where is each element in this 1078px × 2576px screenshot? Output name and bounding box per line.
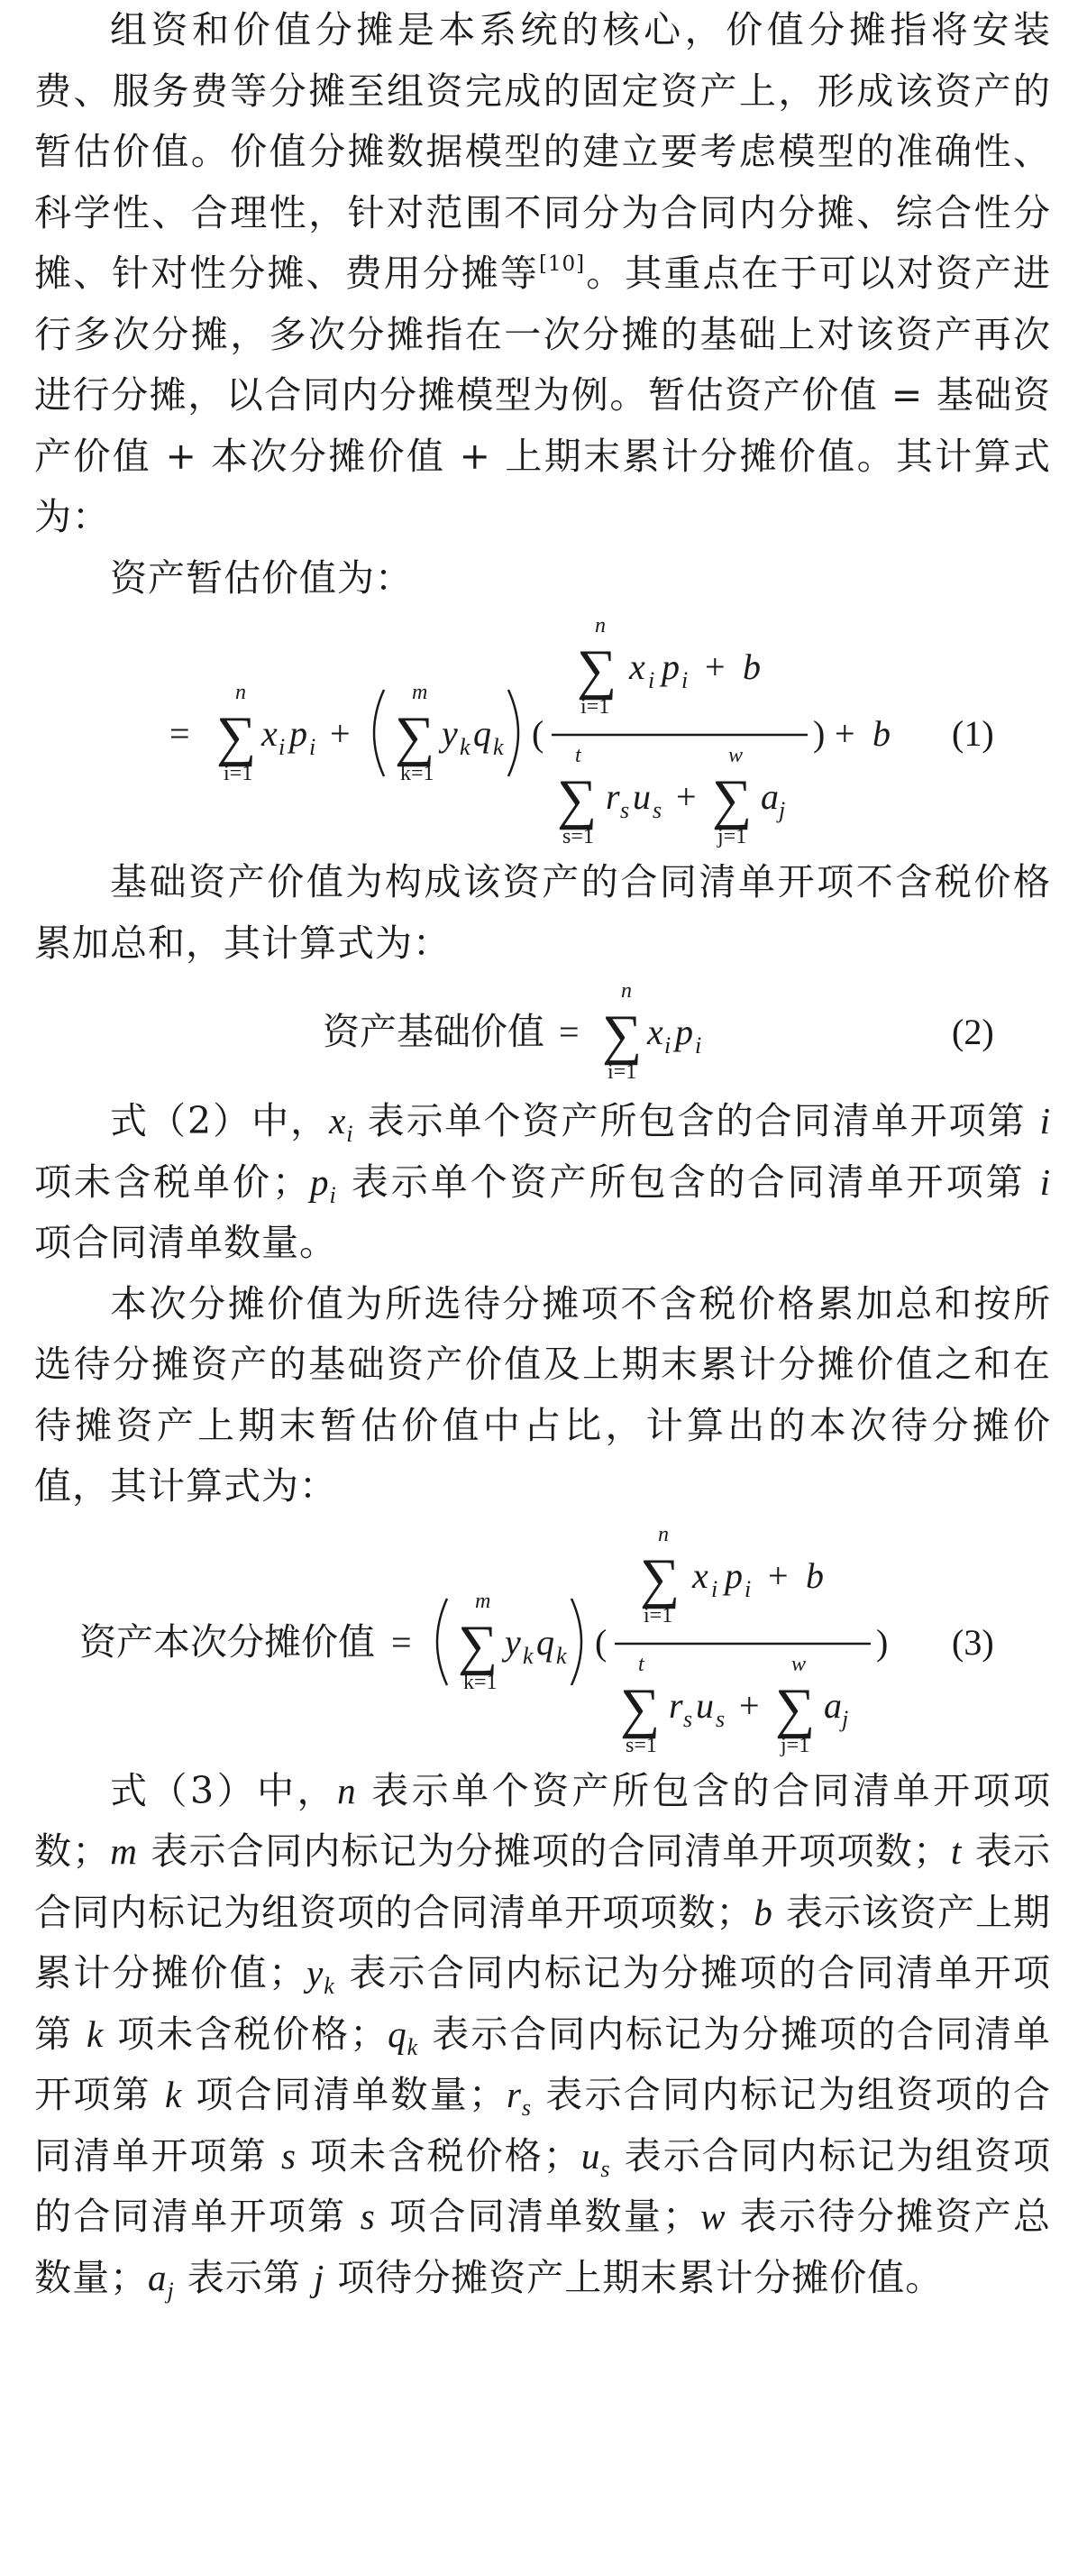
eq1-x-sub: i	[279, 734, 286, 760]
eq2-lower: i=1	[608, 1060, 637, 1084]
eq1-den1-lower: s=1	[562, 825, 594, 848]
eq1-q-sub: k	[493, 734, 504, 760]
p6-var-j: j	[313, 2256, 325, 2298]
p4-var-x: x	[329, 1100, 347, 1141]
p6-var-q: q	[388, 2012, 407, 2055]
eq3-q-sub: k	[556, 1642, 567, 1669]
paragraph-current-allocation: 本次分摊价值为所选待分摊项不含税价格累加总和按所选待分摊资产的基础资产价值及上期末累计分摊价值之和在待摊资产上期末暂估价值中占比，计算出的本次待分摊价值，其计算式为：	[34, 1281, 1051, 1508]
eq3-den-u-sub: s	[716, 1705, 726, 1732]
eq1-den-sigma-2: ∑	[712, 769, 753, 830]
eq1-left-paren-big	[374, 690, 384, 776]
eq1-plus-1: +	[330, 713, 351, 754]
p6-var-r-sub: s	[521, 2095, 533, 2121]
paragraph-intro-text-end: 。其重点在于可以对资产进行多次分摊，多次分摊指在一次分摊的基础上对该资产再次进行分摊，以合同内分摊模型为例。暂估资产价值 = 基础资产价值 + 本次分摊价值 + 上期末累计分摊价值。其计算式为：	[34, 252, 1052, 538]
p4-e: 项合同清单数量。	[34, 1221, 337, 1264]
eq1-den-u: u	[633, 776, 651, 817]
p6-p: 项待分摊资产上期末累计分摊价值。	[324, 2255, 944, 2299]
eq1-den-r-sub: s	[620, 797, 630, 823]
p6-f: 表示合同内标记为分摊项的合同清单开项第	[34, 1951, 1052, 2056]
p6-l: 表示合同内标记为组资项的合同清单开项第	[34, 2133, 1051, 2238]
eq1-x: x	[261, 713, 278, 754]
eq3-left-paren-big	[437, 1599, 447, 1685]
paragraph-intro-text: 组资和价值分摊是本系统的核心，价值分摊指将安装费、服务费等分摊至组资完成的固定资产上，形成该资产的暂估价值。价值分摊数据模型的建立要考虑模型的准确性、科学性、合理性，针对范围不同分为合同内分摊、综合性分摊、针对性分摊、费用分摊等	[34, 8, 1051, 295]
eq2-x: x	[647, 1012, 663, 1052]
eq3-open-paren: (	[595, 1621, 608, 1663]
eq2-p: p	[675, 1012, 693, 1052]
eq3-equals: =	[391, 1621, 412, 1663]
eq1-plus-2: +	[835, 713, 855, 754]
eq2-sigma: ∑	[602, 1004, 643, 1066]
eq1-sum1-lower: i=1	[224, 762, 253, 785]
eq3-num-sigma: ∑	[640, 1547, 681, 1609]
p6-var-n: n	[337, 1769, 357, 1811]
p4-var-x-sub: i	[346, 1121, 354, 1147]
eq1-num-plus: +	[705, 646, 726, 687]
equation-1	[34, 609, 1051, 852]
eq1-sum1-upper: n	[235, 681, 246, 704]
p4-d: 表示单个资产所包含的合同清单开项第	[336, 1160, 1040, 1204]
p6-var-r: r	[506, 2074, 522, 2115]
eq1-num-lower: i=1	[580, 695, 610, 719]
paragraph-base-value: 基础资产价值为构成该资产的合同清单开项不含税价格累加总和，其计算式为：	[34, 860, 1051, 965]
eq2-number: (2)	[952, 1012, 994, 1052]
eq3-right-paren-big	[571, 1599, 581, 1685]
eq3-sigma: ∑	[458, 1614, 498, 1676]
p4-a: 式（2）中，	[110, 1099, 330, 1142]
paragraph-eq2-explanation	[34, 1091, 1051, 1274]
p6-var-t: t	[950, 1830, 963, 1872]
eq3-den2-upper: w	[791, 1652, 807, 1676]
p6-var-y: y	[306, 1952, 324, 1994]
eq1-num-sigma: ∑	[577, 639, 617, 701]
p6-k: 项未含税价格；	[296, 2133, 581, 2177]
eq3-num-upper: n	[658, 1522, 669, 1546]
eq3-den-a: a	[824, 1684, 842, 1726]
eq1-sigma-2: ∑	[395, 706, 435, 767]
eq1-den-a: a	[761, 776, 779, 817]
eq3-sum-upper: m	[475, 1589, 491, 1613]
p6-e: 表示该资产上期累计分摊价值；	[34, 1890, 1051, 1994]
eq3-den-u: u	[696, 1684, 714, 1726]
p4-var-i: i	[1039, 1100, 1051, 1141]
p6-var-k-2: k	[164, 2074, 183, 2115]
eq3-y: y	[505, 1621, 521, 1663]
p6-o: 表示第	[174, 2255, 314, 2299]
eq1-sum2-lower: k=1	[400, 762, 434, 785]
p6-a: 式（3）中，	[110, 1768, 338, 1812]
p6-b: 表示单个资产所包含的合同清单开项项数；	[34, 1768, 1052, 1873]
eq3-num-p: p	[725, 1554, 743, 1596]
eq3-den-sigma-1: ∑	[620, 1677, 661, 1739]
p6-n: 表示待分摊资产总数量；	[34, 2195, 1051, 2299]
p4-b: 表示单个资产所包含的合同清单开项第	[353, 1099, 1040, 1142]
eq3-den-plus: +	[739, 1684, 760, 1726]
eq2-equals: =	[559, 1012, 580, 1052]
eq3-den-a-sub: j	[842, 1705, 849, 1732]
eq1-sum2-upper: m	[412, 681, 428, 704]
eq3-den-sigma-2: ∑	[775, 1677, 816, 1739]
eq1-num-p-sub: i	[681, 667, 689, 693]
eq3-num-x: x	[692, 1554, 708, 1596]
p6-c: 表示合同内标记为分摊项的合同清单开项项数；	[137, 1829, 951, 1873]
eq1-num-b: b	[743, 646, 761, 687]
eq1-p: p	[289, 713, 307, 754]
eq1-den-plus: +	[676, 776, 697, 817]
eq1-sigma-1: ∑	[216, 706, 257, 767]
p6-m: 项合同清单数量；	[375, 2195, 701, 2238]
p6-var-u-sub: s	[600, 2155, 611, 2182]
p6-var-s-2: s	[360, 2196, 376, 2237]
citation-ref: [10]	[538, 252, 586, 276]
p6-var-w: w	[700, 2196, 726, 2237]
eq3-num-p-sub: i	[745, 1575, 752, 1602]
eq3-number: (3)	[952, 1621, 994, 1663]
eq1-num-x: x	[629, 646, 645, 687]
eq1-num-x-sub: i	[648, 667, 655, 693]
p4-c: 项未含税单价；	[34, 1160, 310, 1204]
paragraph-eq3-explanation	[34, 1761, 1051, 2309]
eq1-right-paren-big	[508, 690, 518, 776]
eq1-open-paren: (	[532, 713, 544, 754]
eq3-den1-lower: s=1	[626, 1733, 657, 1757]
p6-var-m: m	[110, 1830, 138, 1872]
eq1-number: (1)	[952, 713, 994, 754]
eq1-equals: =	[169, 713, 190, 754]
eq3-num-b: b	[806, 1554, 824, 1596]
p6-var-y-sub: k	[324, 1973, 335, 1999]
p6-i: 项合同清单数量；	[182, 2073, 507, 2116]
p6-var-a: a	[148, 2256, 168, 2298]
eq1-num-upper: n	[595, 614, 606, 637]
eq1-y: y	[442, 713, 458, 754]
eq3-den-r: r	[669, 1684, 683, 1726]
eq1-den2-upper: w	[728, 744, 744, 767]
eq1-den1-upper: t	[575, 744, 581, 767]
eq1-den-u-sub: s	[653, 797, 662, 823]
eq1-y-sub: k	[460, 734, 470, 760]
paragraph-estimate-label: 资产暂估价值为：	[110, 555, 413, 600]
equation-2	[34, 974, 1051, 1091]
eq1-den2-lower: j=1	[717, 825, 747, 848]
p6-var-b: b	[754, 1891, 773, 1933]
eq3-num-x-sub: i	[711, 1575, 718, 1602]
eq3-den1-upper: t	[638, 1652, 644, 1676]
p4-var-p: p	[309, 1160, 330, 1203]
p6-var-q-sub: k	[407, 2033, 419, 2060]
p6-var-k: k	[87, 2012, 105, 2055]
eq3-y-sub: k	[523, 1642, 534, 1669]
eq1-q: q	[473, 713, 491, 754]
eq2-upper: n	[621, 979, 632, 1003]
p6-g: 项未含税价格；	[104, 2012, 388, 2056]
eq1-close-paren: )	[813, 713, 826, 754]
eq3-q: q	[536, 1621, 554, 1663]
eq3-den-r-sub: s	[683, 1705, 693, 1732]
eq1-den-r: r	[606, 776, 620, 817]
eq2-p-sub: i	[695, 1032, 702, 1059]
p6-var-s: s	[280, 2134, 297, 2177]
eq1-tail-b: b	[872, 713, 891, 754]
eq1-num-p: p	[662, 646, 680, 687]
p6-var-u: u	[580, 2134, 601, 2177]
p4-var-p-sub: i	[329, 1181, 337, 1208]
eq3-den2-lower: j=1	[781, 1733, 810, 1757]
eq3-num-plus: +	[768, 1554, 789, 1596]
eq3-sum-lower: k=1	[463, 1670, 498, 1694]
p4-var-i-2: i	[1039, 1160, 1051, 1203]
eq1-p-sub: i	[309, 734, 316, 760]
p6-var-a-sub: j	[167, 2277, 175, 2304]
eq3-lhs: 资产本次分摊价值	[79, 1619, 375, 1664]
p6-h: 表示合同内标记为分摊项的合同清单开项第	[34, 2012, 1051, 2116]
eq3-close-paren: )	[876, 1621, 889, 1663]
eq2-x-sub: i	[664, 1032, 671, 1059]
equation-3	[34, 1517, 1051, 1761]
eq1-den-sigma-1: ∑	[557, 769, 598, 830]
eq2-lhs: 资产基础价值	[323, 1010, 544, 1053]
p6-j: 表示合同内标记为组资项的合同清单开项第	[34, 2073, 1051, 2177]
paragraph-intro	[34, 0, 1051, 548]
p6-d: 表示合同内标记为组资项的合同清单开项项数；	[34, 1829, 1051, 1934]
eq1-den-a-sub: j	[779, 797, 786, 823]
eq3-num-lower: i=1	[644, 1603, 673, 1627]
